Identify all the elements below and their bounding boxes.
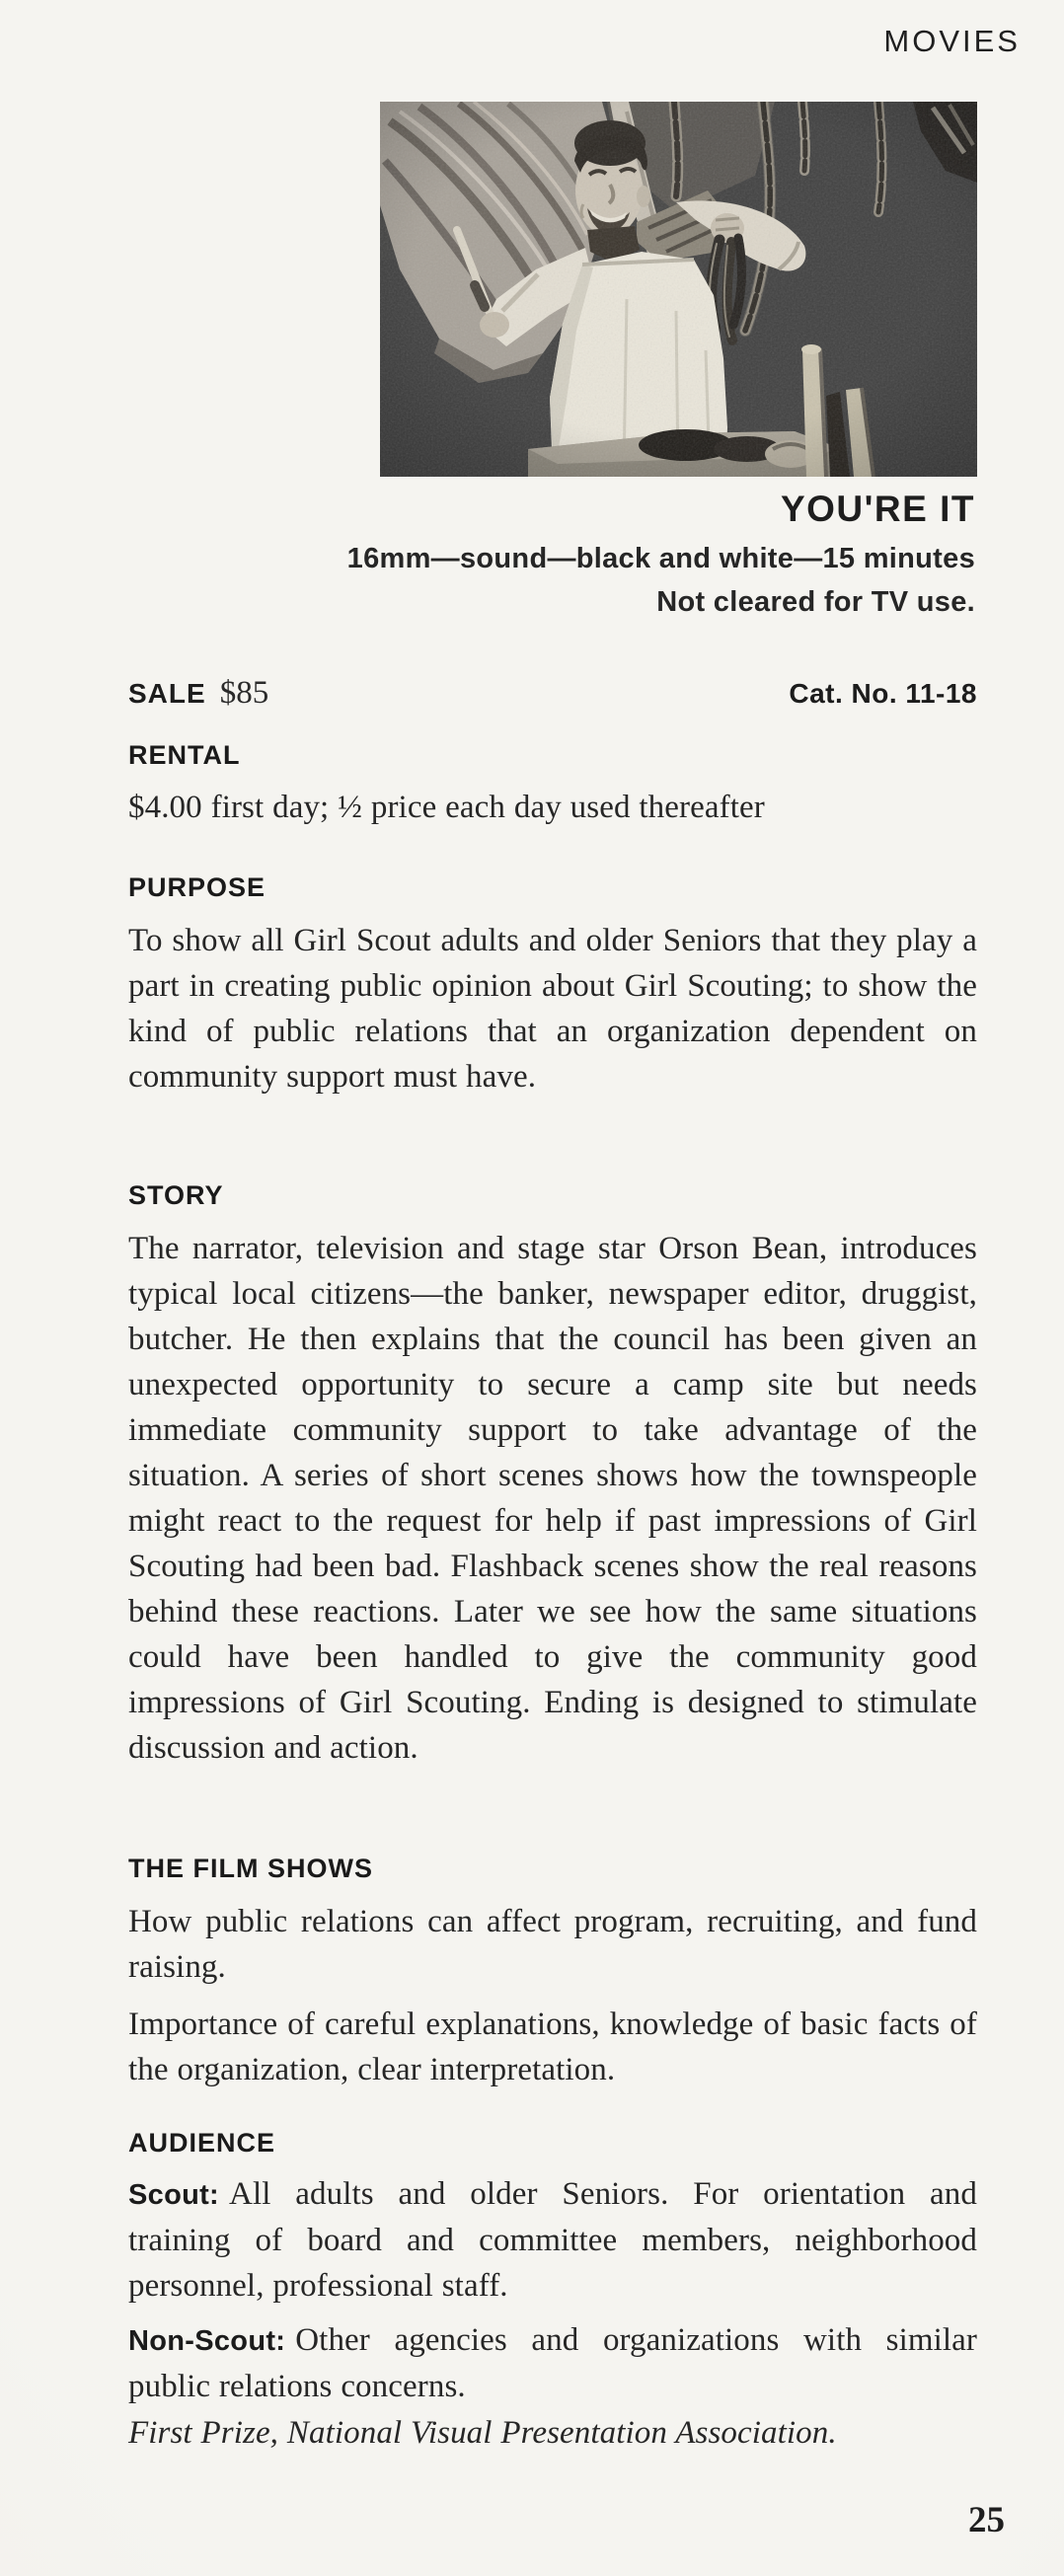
film-photo <box>380 102 977 477</box>
film-shows-paragraph-2: Importance of careful explanations, knowledge of basic facts of the organization, clear interpretation. <box>128 2007 977 2087</box>
sale-label: SALE <box>128 678 206 709</box>
purpose-heading: PURPOSE <box>128 872 266 902</box>
film-shows-heading: THE FILM SHOWS <box>128 1854 373 1883</box>
film-title-block <box>347 491 975 624</box>
film-shows-paragraph-1: How public relations can affect program, recruiting, and fund raising. <box>128 1904 977 1985</box>
scout-body: All adults and older Seniors. For orientation and training of board and committee members, neighborhood personnel, professional staff. <box>128 2176 977 2304</box>
film-format-line: 16mm—sound—black and white—15 minutes <box>346 543 975 574</box>
section-label: MOVIES <box>883 24 1021 58</box>
rental-heading: RENTAL <box>128 740 241 770</box>
scout-label: Scout: <box>128 2179 220 2211</box>
catalog-number: Cat. No. 11-18 <box>789 678 977 709</box>
audience-nonscout-paragraph <box>128 2317 977 2409</box>
audience-heading: AUDIENCE <box>128 2128 276 2158</box>
film-tv-line: Not cleared for TV use. <box>656 586 975 618</box>
audience-scout-paragraph <box>128 2171 977 2309</box>
story-body: The narrator, television and stage star Orson Bean, introduces typical local citizens—the banker, newspaper editor, druggist, butcher. He then explains that the council has been given an unexpected opportunity to secure a camp site but needs immediate community support to take advantage of the situation. A series of short scenes shows how the townspeople might react to the request for help if past impressions of Girl Scouting had been bad. Flashback scenes show the real reasons behind these reactions. Later we see how the same situations could have been handled to give the community good impressions of Girl Scouting. Ending is designed to stimulate discussion and action. <box>128 1231 977 1766</box>
film-title: YOU'RE IT <box>780 489 975 529</box>
sale-row <box>128 675 977 712</box>
butcher-photo-illustration <box>380 102 977 477</box>
award-note: First Prize, National Visual Presentation Association. <box>128 2415 837 2451</box>
page-number: 25 <box>968 2500 1005 2540</box>
story-heading: STORY <box>128 1180 224 1210</box>
rental-body: $4.00 first day; ½ price each day used thereafter <box>128 790 765 825</box>
purpose-body: To show all Girl Scout adults and older Seniors that they play a part in creating public opinion about Girl Scouting; to show the kind of public relations that an organization dependent on community support must have. <box>128 923 977 1095</box>
nonscout-label: Non-Scout: <box>128 2325 286 2357</box>
nonscout-body: Other agencies and organizations with similar public relations concerns. <box>128 2322 977 2404</box>
sale-block <box>128 675 268 712</box>
sale-price: $85 <box>219 675 269 711</box>
